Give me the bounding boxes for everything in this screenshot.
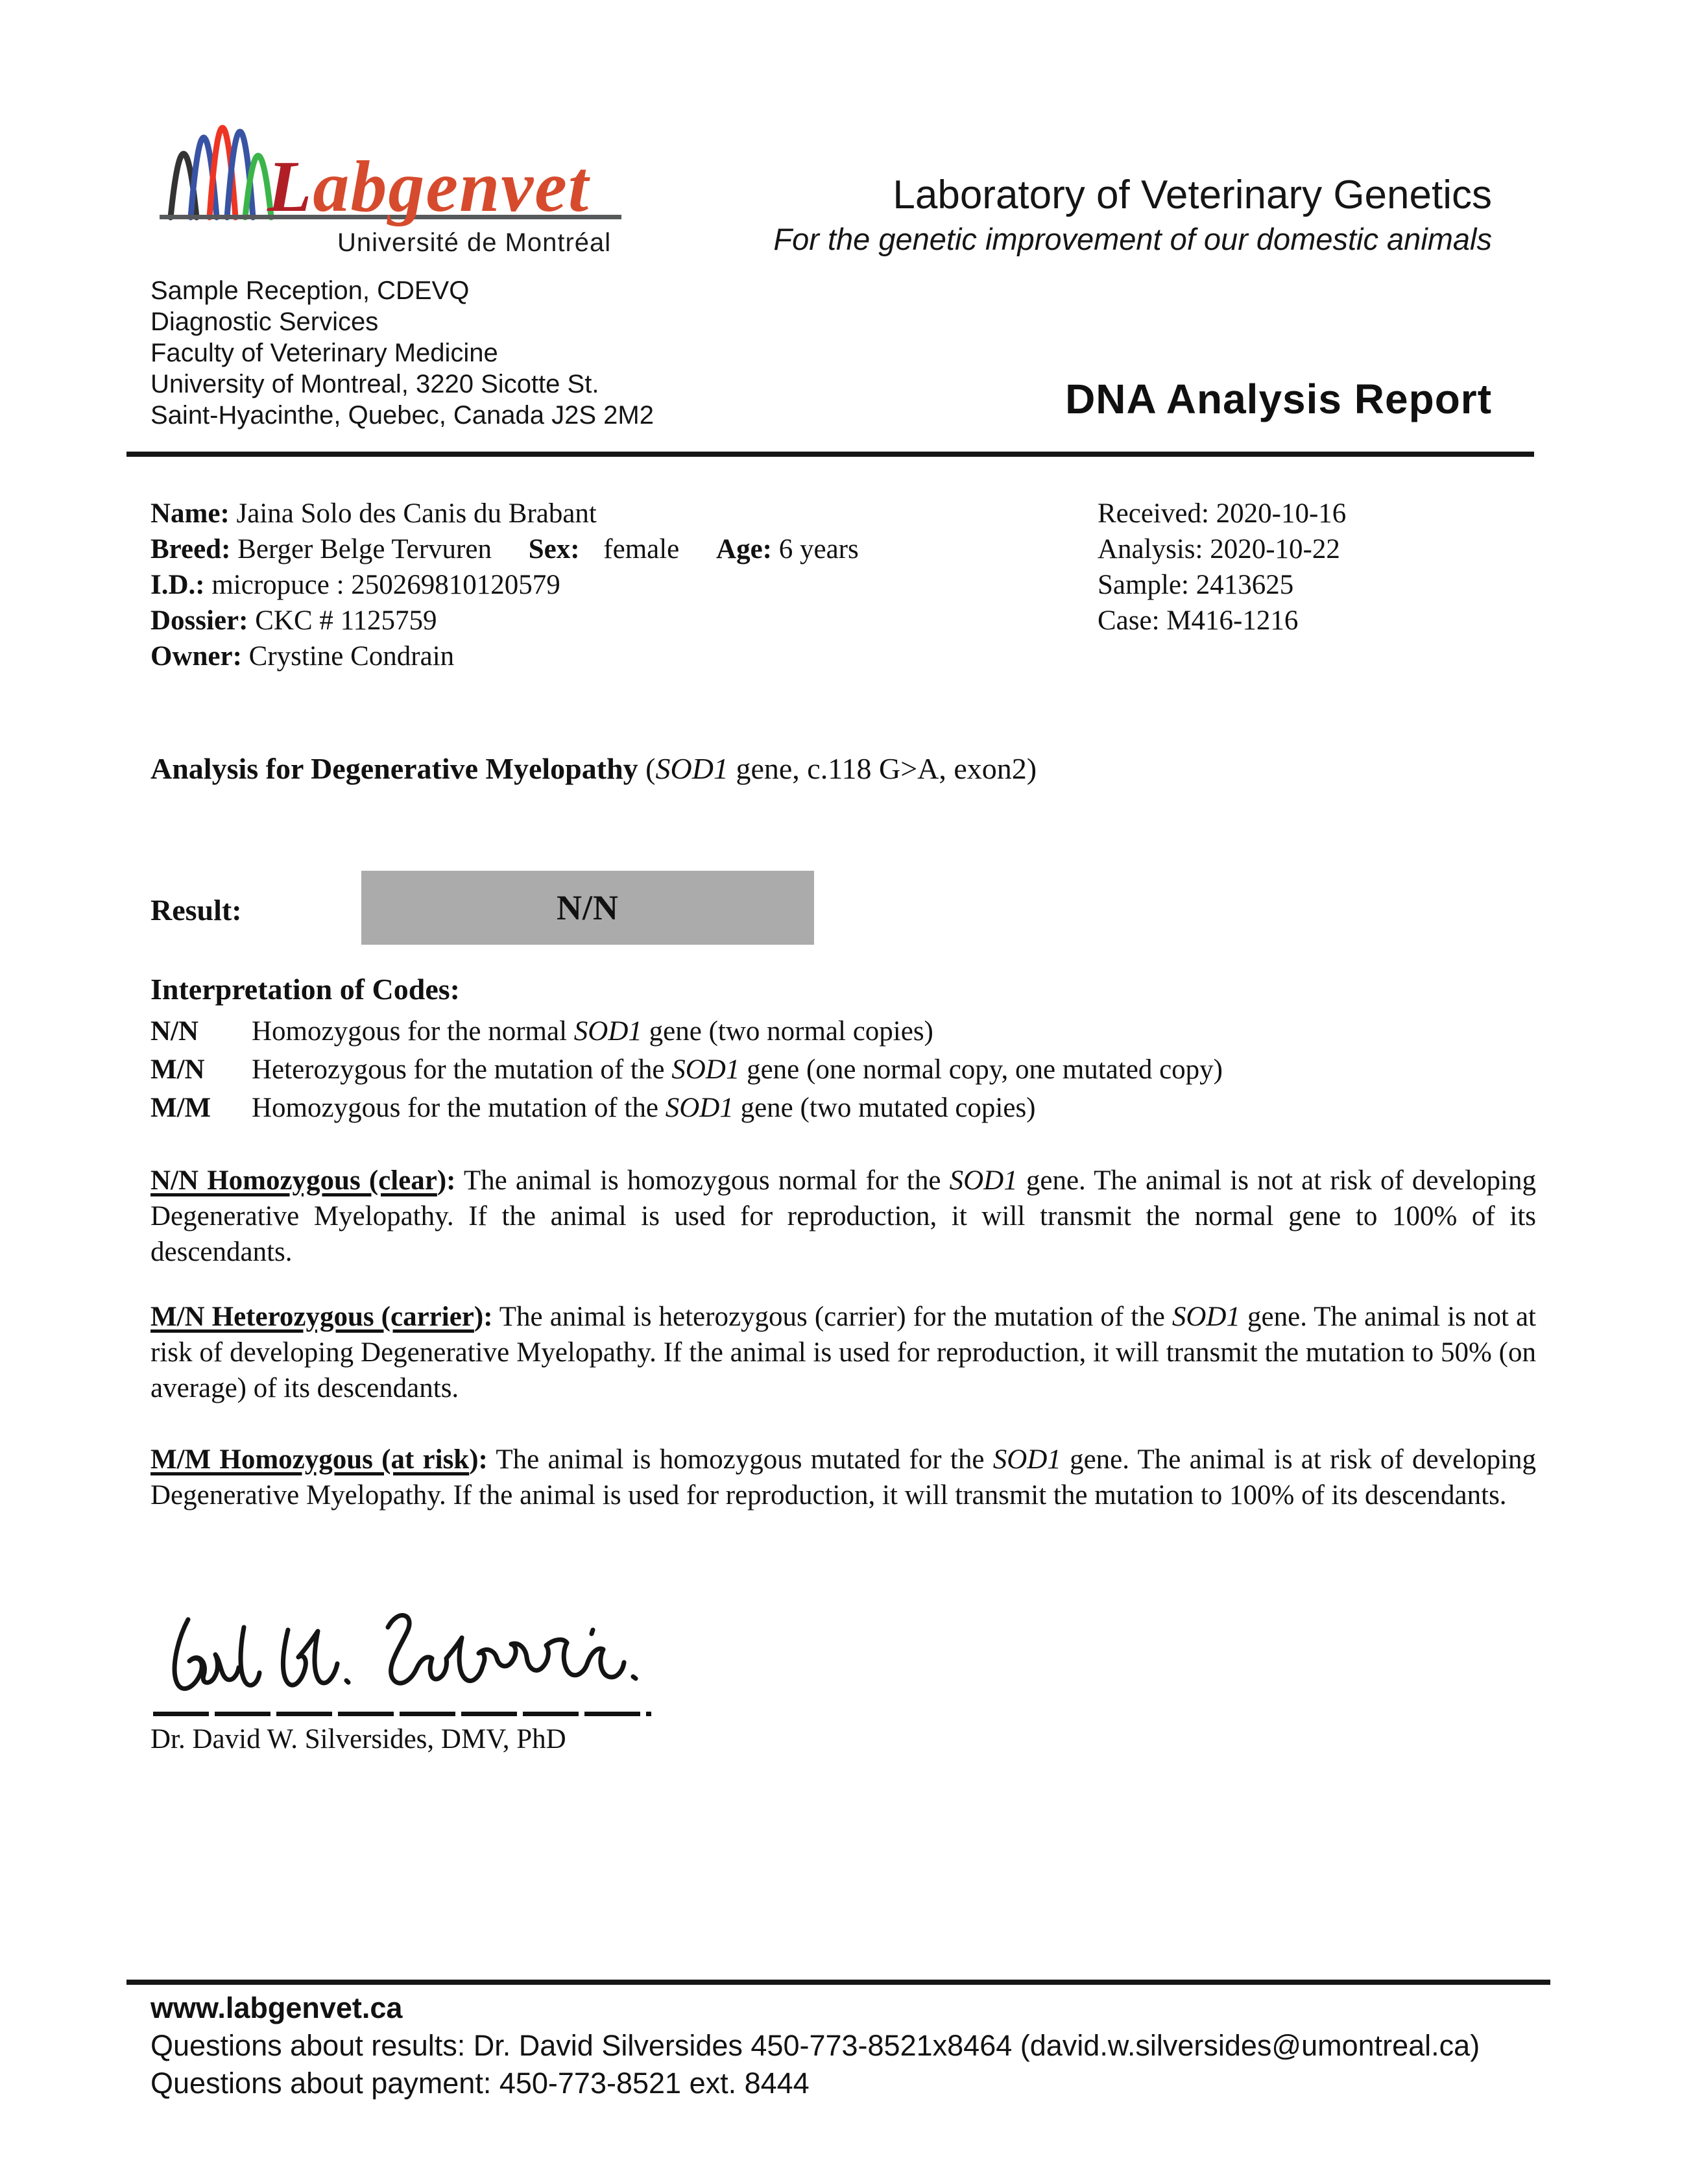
logo-wordmark-initial: L <box>267 147 313 227</box>
address-line: Diagnostic Services <box>150 308 379 336</box>
lab-tagline: For the genetic improvement of our domestic animals <box>773 222 1492 257</box>
footer-divider-rule <box>126 1980 1550 1985</box>
paragraph-nn-clear <box>150 1163 1536 1270</box>
analysis-title-detail: (SOD1 gene, c.118 G>A, exon2) <box>638 752 1037 785</box>
genotype-code: M/M <box>150 1093 211 1123</box>
footer-results-contact: Questions about results: Dr. David Silversides 450-773-8521x8464 (david.w.silversides@umontreal.ca) <box>150 2029 1480 2062</box>
address-line: Sample Reception, CDEVQ <box>150 276 470 305</box>
analysis-title <box>150 751 1037 786</box>
paragraph-heading: N/N Homozygous (clear <box>150 1165 437 1196</box>
address-line: Faculty of Veterinary Medicine <box>150 339 498 367</box>
paragraph-body: The animal is homozygous mutated for the SOD1 gene. The animal is at risk of developing Degenerative Myelopathy. If the animal is used for reproduction, it will transmit the mutation to 100% of its descendants. <box>150 1444 1537 1511</box>
signature-line <box>153 1712 651 1716</box>
header-divider-rule <box>126 452 1534 457</box>
field-label: Received: <box>1098 498 1209 529</box>
paragraph-heading: M/M Homozygous (at risk <box>150 1444 470 1475</box>
field-label: Breed: <box>150 534 231 564</box>
field-value: 2020-10-22 <box>1210 534 1340 564</box>
field-value: CKC # 1125759 <box>255 605 437 636</box>
genotype-description: Homozygous for the normal SOD1 gene (two normal copies) <box>252 1016 933 1047</box>
paragraph-body: The animal is homozygous normal for the SOD1 gene. The animal is not at risk of developing Degenerative Myelopathy. If the animal is used for reproduction, it will transmit the normal gene to 100% of its descendants. <box>150 1165 1536 1267</box>
paragraph-mm-at-risk <box>150 1442 1536 1513</box>
result-box <box>361 871 814 945</box>
genotype-description: Heterozygous for the mutation of the SOD1 gene (one normal copy, one mutated copy) <box>252 1054 1223 1085</box>
field-label: Dossier: <box>150 605 248 636</box>
footer-payment-contact: Questions about payment: 450-773-8521 ext. 8444 <box>150 2067 810 2100</box>
field-value: 6 years <box>778 534 859 564</box>
patient-breed-row <box>150 531 859 567</box>
field-label: Owner: <box>150 641 242 672</box>
field-value: Berger Belge Tervuren <box>237 534 492 564</box>
patient-dossier-row <box>150 603 859 638</box>
paragraph-heading: M/N Heterozygous (carrier <box>150 1302 474 1332</box>
field-value: M416-1216 <box>1166 605 1299 636</box>
case-number-row <box>1098 603 1346 638</box>
genotype-code: M/N <box>150 1054 205 1085</box>
field-label: Case: <box>1098 605 1160 636</box>
field-label: Sex: <box>528 534 580 564</box>
paragraph-heading-suffix: ): <box>474 1302 493 1332</box>
paragraph-body: The animal is heterozygous (carrier) for the mutation of the SOD1 gene. The animal is not at risk of developing Degenerative Myelopathy. If the animal is used for reproduction, it will transmit the mutation to 50% (on average) of its descendants. <box>150 1302 1536 1403</box>
field-value: Crystine Condrain <box>248 641 455 672</box>
lab-header <box>714 174 1492 257</box>
genotype-description: Homozygous for the mutation of the SOD1 gene (two mutated copies) <box>252 1093 1036 1123</box>
received-row <box>1098 496 1346 531</box>
paragraph-heading-suffix: ): <box>469 1444 488 1475</box>
field-label: Analysis: <box>1098 534 1203 564</box>
field-value: Jaina Solo des Canis du Brabant <box>236 498 597 529</box>
case-dates <box>1098 496 1346 638</box>
field-value: 2413625 <box>1195 570 1294 600</box>
field-value: 2020-10-16 <box>1216 498 1347 529</box>
field-label: I.D.: <box>150 570 205 600</box>
logo-wordmark <box>267 147 590 227</box>
interpretation-row <box>150 1089 1539 1127</box>
signature-image <box>148 1610 667 1708</box>
paragraph-heading-suffix: ): <box>437 1165 456 1196</box>
paragraph-mn-carrier <box>150 1299 1536 1406</box>
sample-row <box>1098 567 1346 603</box>
patient-owner-row <box>150 638 859 674</box>
field-label: Name: <box>150 498 230 529</box>
chromatogram-logo-icon <box>160 120 276 224</box>
field-label: Age: <box>716 534 772 564</box>
interpretation-row <box>150 1012 1539 1050</box>
patient-id-row <box>150 567 859 603</box>
signatory-name: Dr. David W. Silversides, DMV, PhD <box>150 1724 566 1754</box>
field-value: micropuce : 250269810120579 <box>211 570 560 600</box>
lab-address <box>150 275 654 431</box>
interpretation-heading: Interpretation of Codes: <box>150 973 460 1006</box>
analysis-title-bold: Analysis for Degenerative Myelopathy <box>150 752 638 785</box>
address-line: Saint-Hyacinthe, Quebec, Canada J2S 2M2 <box>150 401 654 430</box>
website-url: www.labgenvet.ca <box>150 1991 403 2024</box>
analysis-date-row <box>1098 531 1346 567</box>
address-line: University of Montreal, 3220 Sicotte St. <box>150 370 599 398</box>
field-label: Sample: <box>1098 570 1189 600</box>
logo-subtitle: Université de Montréal <box>337 228 612 257</box>
report-title: DNA Analysis Report <box>1065 376 1492 422</box>
logo-wordmark-rest: abgenvet <box>313 147 590 227</box>
lab-title: Laboratory of Veterinary Genetics <box>893 173 1492 217</box>
genotype-code: N/N <box>150 1016 199 1047</box>
field-value: female <box>603 534 680 564</box>
result-value: N/N <box>557 888 619 927</box>
interpretation-table <box>150 1012 1539 1127</box>
patient-name-row <box>150 496 859 531</box>
patient-info <box>150 496 859 674</box>
result-label: Result: <box>150 893 242 927</box>
interpretation-row <box>150 1050 1539 1089</box>
footer <box>150 1989 1480 2102</box>
